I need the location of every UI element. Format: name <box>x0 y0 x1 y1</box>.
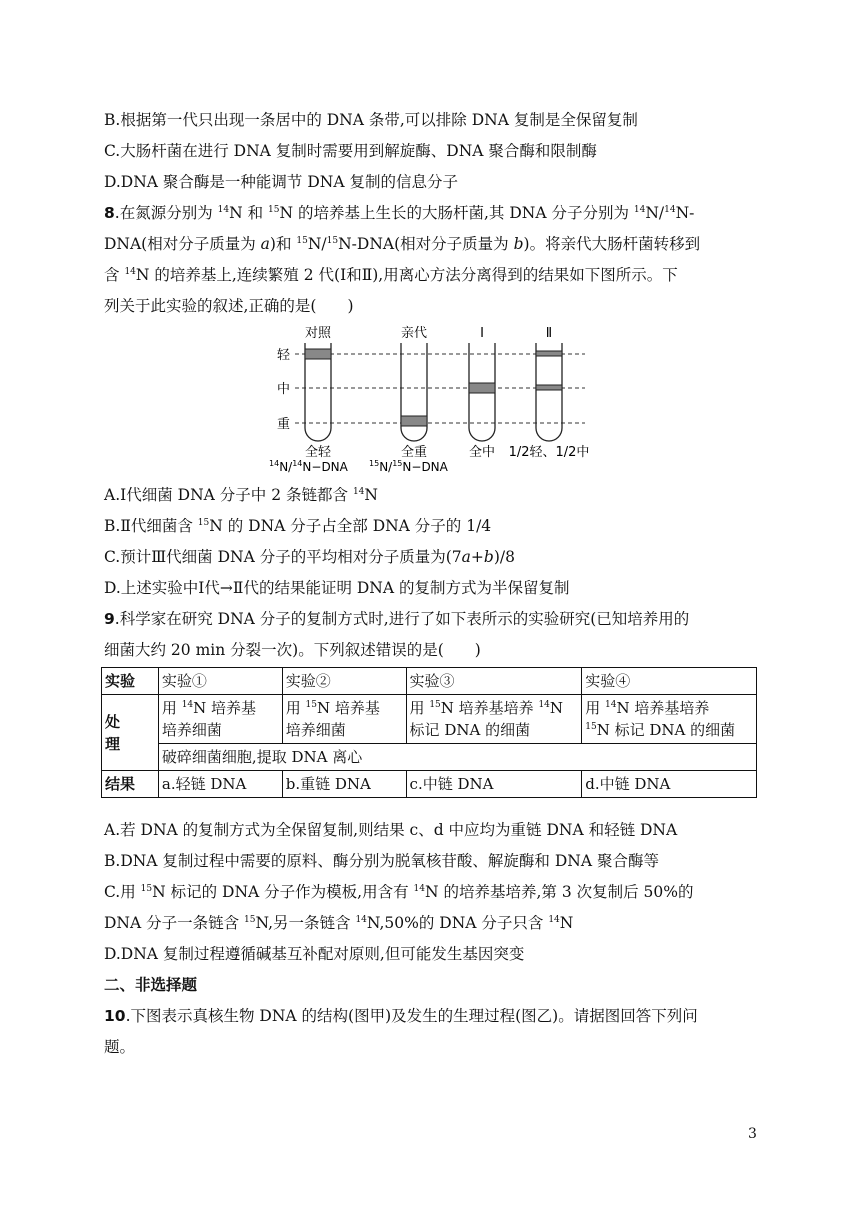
q7-option-c: C.大肠杆菌在进行 DNA 复制时需要用到解旋酶、DNA 聚合酶和限制酶 <box>104 142 597 160</box>
table-cell-process-1: 用 $^{14}$N 培养基 培养细菌 <box>158 695 282 744</box>
table-row-header <box>102 668 757 695</box>
q8-stem-line3: 含 $^{14}$N 的培养基上,连续繁殖 2 代(Ⅰ和Ⅱ),用离心方法分离得到的结果如下图所示。下 <box>104 266 678 284</box>
band-parent-heavy <box>401 416 427 426</box>
band-gen2-light <box>536 351 562 356</box>
q10-stem-line1: 10.下图表示真核生物 DNA 的结构(图甲)及发生的生理过程(图乙)。请据图回答下列问 <box>104 1007 698 1025</box>
table-col-1: 实验① <box>158 668 282 695</box>
centrifuge-tubes-figure <box>255 323 605 473</box>
table-cell-process-3: 用 $^{15}$N 培养基培养 $^{14}$N 标记 DNA 的细菌 <box>406 695 582 744</box>
q9-stem-line1: 9.科学家在研究 DNA 分子的复制方式时,进行了如下表所示的实验研究(已知培养用的 <box>104 610 690 628</box>
table-cell-result-3: c.中链 DNA <box>406 771 582 798</box>
q7-option-d: D.DNA 聚合酶是一种能调节 DNA 复制的信息分子 <box>104 173 458 191</box>
tube-title-gen1: Ⅰ <box>480 326 484 341</box>
table-col-2: 实验② <box>282 668 406 695</box>
q8-number: 8 <box>104 204 115 222</box>
table-cell-process-2: 用 $^{15}$N 培养基 培养细菌 <box>282 695 406 744</box>
table-col-3: 实验③ <box>406 668 582 695</box>
label-15n15n-dna: $^{15}$N/$^{15}$N−DNA <box>369 459 448 473</box>
page-number: 3 <box>748 1126 757 1142</box>
q9-stem-line2: 细菌大约 20 min 分裂一次)。下列叙述错误的是( ) <box>104 641 481 659</box>
q8-stem-line2: DNA(相对分子质量为 a)和 $^{15}$N/$^{15}$N-DNA(相对分子质量为 b)。将亲代大肠杆菌转移到 <box>104 235 701 253</box>
level-label-middle: 中 <box>277 382 291 397</box>
tube-title-parent: 亲代 <box>400 326 428 341</box>
section-heading: 二、非选择题 <box>104 976 198 994</box>
q9-option-a: A.若 DNA 的复制方式为全保留复制,则结果 c、d 中应均为重链 DNA 和轻链 DNA <box>104 821 678 839</box>
tube-result-gen2: 1/2轻、1/2中 <box>508 445 590 460</box>
q8-option-a: A.Ⅰ代细菌 DNA 分子中 2 条链都含 $^{14}$N <box>104 486 378 504</box>
q9-option-b: B.DNA 复制过程中需要的原料、酶分别为脱氧核苷酸、解旋酶和 DNA 聚合酶等 <box>104 852 659 870</box>
level-label-heavy: 重 <box>277 417 291 432</box>
q8-stem-line1: 8.在氮源分别为 $^{14}$N 和 $^{15}$N 的培养基上生长的大肠杆菌,其 DNA 分子分别为 $^{14}$N/$^{14}$N- <box>104 204 695 222</box>
tube-gen2 <box>536 343 562 441</box>
q9-option-d: D.DNA 复制过程遵循碱基互补配对原则,但可能发生基因突变 <box>104 945 525 963</box>
q10-stem-line2: 题。 <box>104 1038 136 1056</box>
table-header-process: 处 理 <box>102 695 159 771</box>
tube-result-gen1: 全中 <box>468 445 496 460</box>
q8-option-b: B.Ⅱ代细菌含 $^{15}$N 的 DNA 分子占全部 DNA 分子的 1/4 <box>104 517 492 535</box>
band-gen2-middle <box>536 385 562 390</box>
table-cell-common: 破碎细菌细胞,提取 DNA 离心 <box>158 744 756 771</box>
table-cell-result-1: a.轻链 DNA <box>158 771 282 798</box>
experiment-table <box>101 667 757 798</box>
table-cell-result-2: b.重链 DNA <box>282 771 406 798</box>
table-row-process <box>102 695 757 744</box>
table-cell-process-4: 用 $^{14}$N 培养基培养 $^{15}$N 标记 DNA 的细菌 <box>582 695 757 744</box>
tube-title-control: 对照 <box>304 326 332 341</box>
q8-stem-line4: 列关于此实验的叙述,正确的是( ) <box>104 297 354 315</box>
band-control-light <box>305 349 331 359</box>
tube-title-gen2: Ⅱ <box>545 326 553 341</box>
table-cell-result-4: d.中链 DNA <box>582 771 757 798</box>
level-label-light: 轻 <box>277 348 291 363</box>
q9-option-c-line1: C.用 $^{15}$N 标记的 DNA 分子作为模板,用含有 $^{14}$N 的培养基培养,第 3 次复制后 50%的 <box>104 883 694 901</box>
q8-option-c: C.预计Ⅲ代细菌 DNA 分子的平均相对分子质量为(7a+b)/8 <box>104 548 515 566</box>
table-row-result <box>102 771 757 798</box>
table-header-result: 结果 <box>102 771 159 798</box>
table-header-experiment: 实验 <box>102 668 159 695</box>
table-row-common <box>102 744 757 771</box>
q7-option-b: B.根据第一代只出现一条居中的 DNA 条带,可以排除 DNA 复制是全保留复制 <box>104 111 638 129</box>
tube-result-parent: 全重 <box>400 445 428 460</box>
label-14n14n-dna: $^{14}$N/$^{14}$N−DNA <box>269 459 348 473</box>
band-gen1-middle <box>469 383 495 393</box>
tube-result-control: 全轻 <box>304 445 332 460</box>
q9-option-c-line2: DNA 分子一条链含 $^{15}$N,另一条链含 $^{14}$N,50%的 DNA 分子只含 $^{14}$N <box>104 914 574 932</box>
q10-number: 10 <box>104 1007 126 1025</box>
q8-option-d: D.上述实验中Ⅰ代→Ⅱ代的结果能证明 DNA 的复制方式为半保留复制 <box>104 579 570 597</box>
q9-number: 9 <box>104 610 115 628</box>
table-col-4: 实验④ <box>582 668 757 695</box>
